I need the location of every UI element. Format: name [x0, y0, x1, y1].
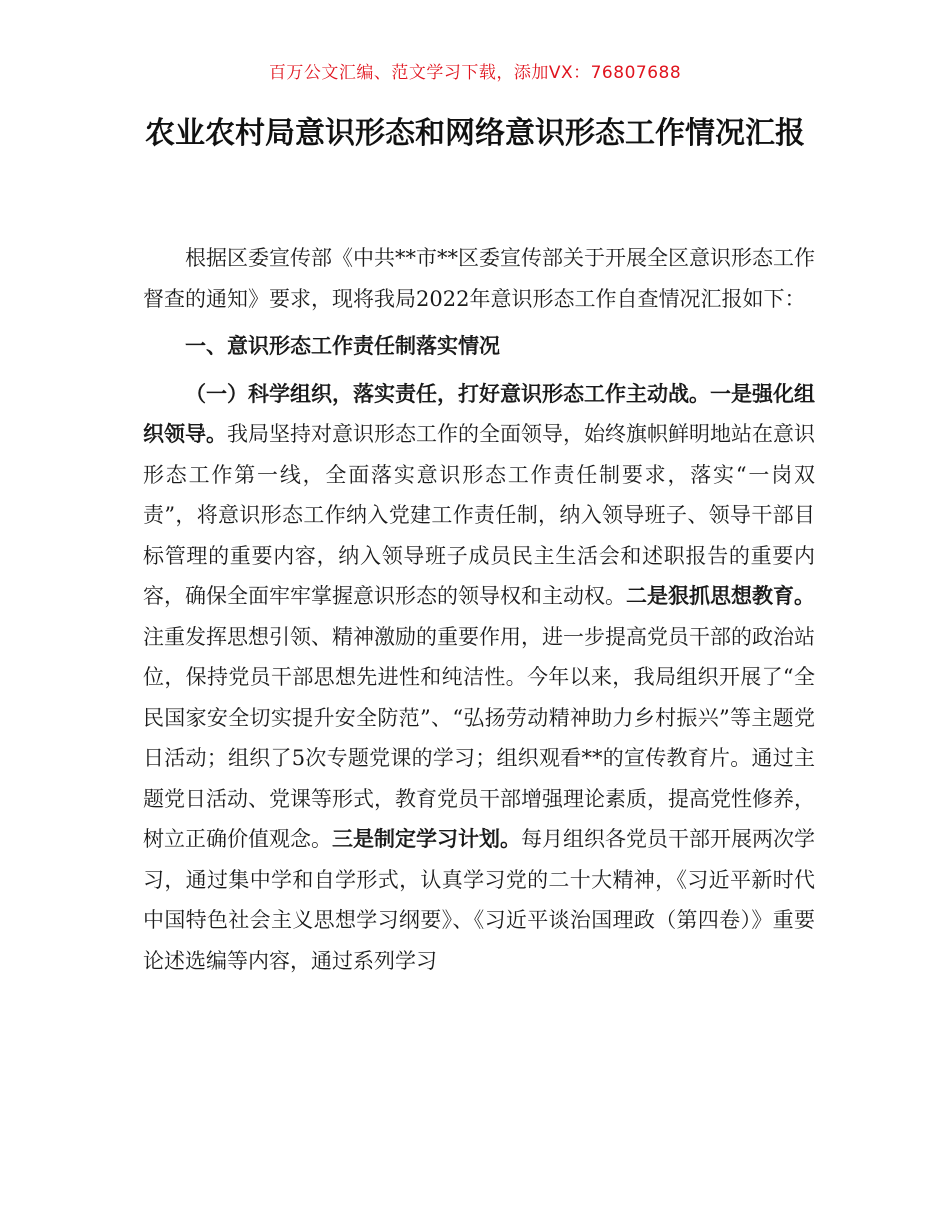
watermark-banner: 百万公文汇编、范文学习下载，添加VX：76807688 — [268, 63, 682, 83]
point-text: 每月组织各党员干部开展两次学习，通过集中学和自学形式，认真学习党的二十大精神，《习近平新时代中国特色社会主义思想学习纲要》、《习近平谈治国理政（第四卷）》重要论述选编等内容，通过系列学习 — [143, 827, 815, 973]
point-label: 一是强化组织领导。 — [143, 381, 815, 446]
intro-paragraph: 根据区委宣传部《中共**市**区委宣传部关于开展全区意识形态工作督查的通知》要求，现将我局2022年意识形态工作自查情况汇报如下： — [143, 246, 815, 311]
point-label: 三是制定学习计划。 — [332, 827, 521, 851]
section-heading: 一、意识形态工作责任制落实情况 — [185, 334, 500, 358]
body-paragraph — [143, 374, 815, 982]
point-text: 我局坚持对意识形态工作的全面领导，始终旗帜鲜明地站在意识形态工作第一线，全面落实意识形态工作责任制要求，落实“一岗双责”，将意识形态工作纳入党建工作责任制，纳入领导班子、领导干部目标管理的重要内容，纳入领导班子成员民主生活会和述职报告的重要内容，确保全面牢牢掌握意识形态的领导权和主动权。 — [143, 422, 815, 608]
point-label: 二是狠抓思想教育。 — [626, 584, 815, 608]
point-text: 注重发挥思想引领、精神激励的重要作用，进一步提高党员干部的政治站位，保持党员干部思想先进性和纯洁性。今年以来，我局组织开展了“全民国家安全切实提升安全防范”、“弘扬劳动精神助力乡村振兴”等主题党日活动；组织了5次专题党课的学习；组织观看**的宣传教育片。通过主题党日活动、党课等形式，教育党员干部增强理论素质，提高党性修养，树立正确价值观念。 — [143, 624, 815, 851]
document-title: 农业农村局意识形态和网络意识形态工作情况汇报 — [145, 116, 805, 151]
subsection-lead: （一）科学组织，落实责任，打好意识形态工作主动战。 — [185, 381, 710, 406]
document-body — [143, 238, 815, 981]
